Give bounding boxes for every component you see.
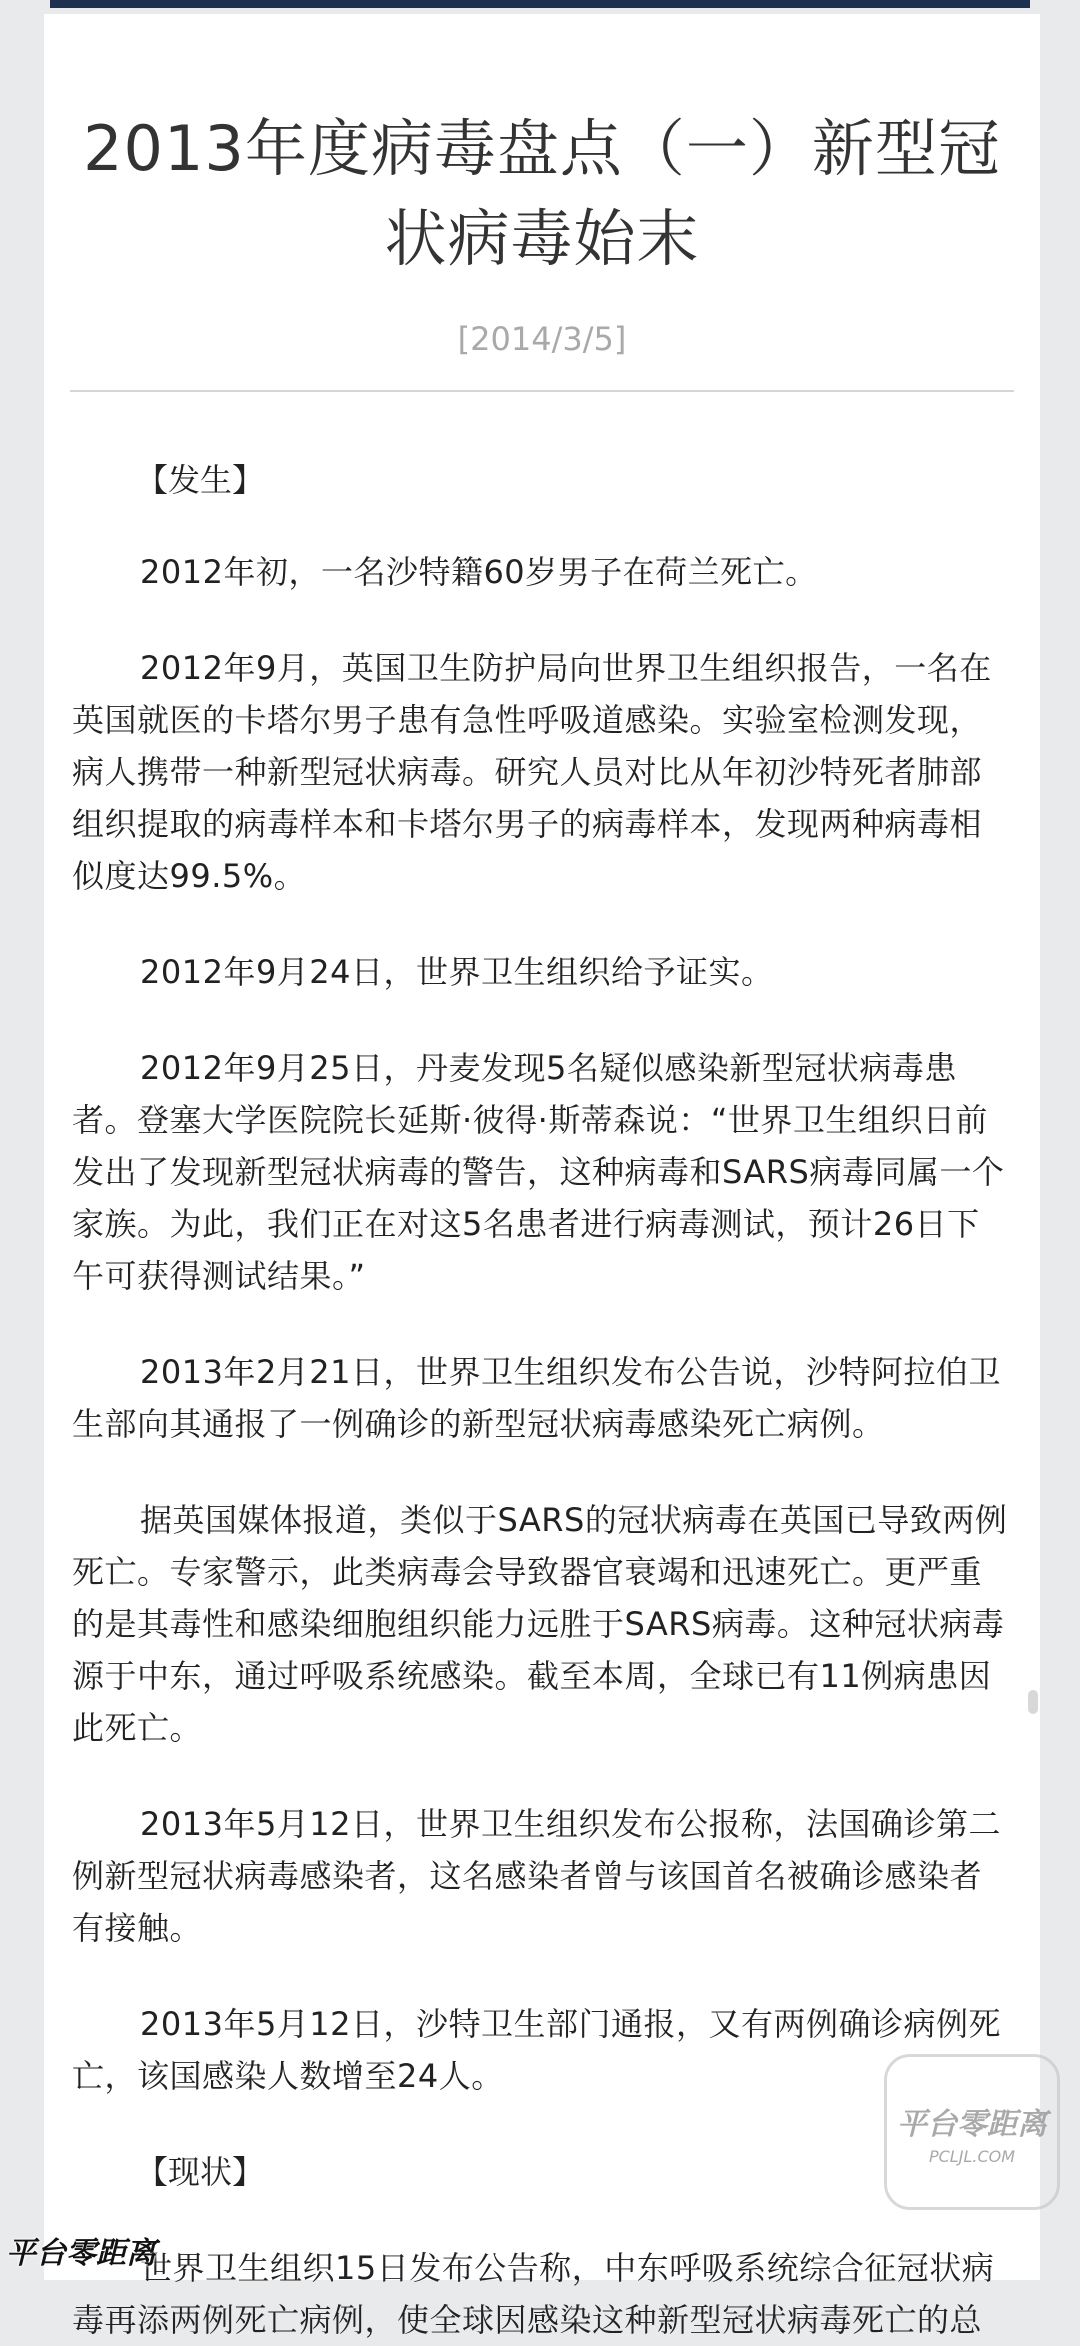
article-title: 2013年度病毒盘点（一）新型冠状病毒始末 [83, 112, 1001, 275]
watermark-logo-text: 平台零距离 [897, 2106, 1047, 2142]
article-date: [2014/3/5] [457, 320, 627, 358]
paragraph: 2013年2月21日，世界卫生组织发布公告说，沙特阿拉伯卫生部向其通报了一例确诊的新型冠状病毒感染死亡病例。 [72, 1353, 1002, 1443]
paragraph: 2012年9月，英国卫生防护局向世界卫生组织报告，一名在英国就医的卡塔尔男子患有急性呼吸道感染。实验室检测发现，病人携带一种新型冠状病毒。研究人员对比从年初沙特死者肺部组织提取的病毒样本和卡塔尔男子的病毒样本，发现两种病毒相似度达99.5%。 [72, 649, 992, 895]
section-heading-status: 【现状】 [136, 2153, 265, 2191]
article-body [44, 392, 1040, 2346]
paragraph: 世界卫生组织15日发布公告称，中东呼吸系统综合征冠状病毒再添两例死亡病例，使全球因感染这种新型冠状病毒死亡的总 [72, 2249, 995, 2339]
paragraph: 2012年9月24日，世界卫生组织给予证实。 [140, 953, 774, 991]
watermark-text: 平台零距离 [6, 2236, 156, 2271]
watermark-logo-url: PCLJL.COM [928, 2146, 1016, 2166]
paragraph: 2013年5月12日，世界卫生组织发布公报称，法国确诊第二例新型冠状病毒感染者，这名感染者曾与该国首名被确诊感染者有接触。 [72, 1805, 1002, 1947]
article-page [44, 14, 1040, 2339]
paragraph: 据英国媒体报道，类似于SARS的冠状病毒在英国已导致两例死亡。专家警示，此类病毒会导致器官衰竭和迅速死亡。更严重的是其毒性和感染细胞组织能力远胜于SARS病毒。这种冠状病毒源于中东，通过呼吸系统感染。截至本周，全球已有11例病患因此死亡。 [72, 1501, 1008, 1747]
paragraph: 2012年初，一名沙特籍60岁男子在荷兰死亡。 [140, 553, 818, 591]
scroll-indicator[interactable] [1028, 1690, 1038, 1714]
top-bar [50, 0, 1030, 8]
paragraph: 2013年5月12日，沙特卫生部门通报，又有两例确诊病例死亡，该国感染人数增至24人。 [72, 2005, 1002, 2095]
section-heading-occurrence: 【发生】 [136, 461, 265, 499]
watermark-logo [884, 2054, 1060, 2210]
paragraph: 2012年9月25日，丹麦发现5名疑似感染新型冠状病毒患者。登塞大学医院院长延斯·彼得·斯蒂森说：“世界卫生组织日前发出了发现新型冠状病毒的警告，这种病毒和SARS病毒同属一个家族。为此，我们正在对这5名患者进行病毒测试，预计26日下午可获得测试结果。” [72, 1049, 1005, 1295]
